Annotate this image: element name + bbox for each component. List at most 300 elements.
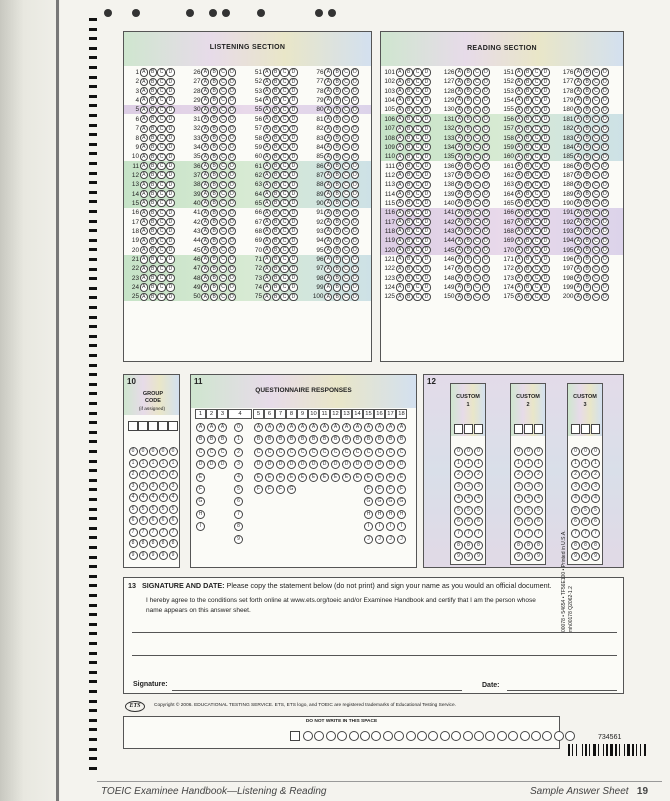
questionnaire-bubble[interactable]: D bbox=[386, 460, 395, 469]
answer-bubble-a[interactable]: A bbox=[396, 96, 404, 104]
answer-bubble-c[interactable]: C bbox=[532, 125, 540, 133]
answer-bubble-c[interactable]: C bbox=[342, 265, 350, 273]
answer-bubble-b[interactable]: B bbox=[272, 96, 280, 104]
custom-digit-bubble[interactable]: 9 bbox=[591, 552, 600, 561]
answer-bubble-a[interactable]: A bbox=[515, 237, 523, 245]
answer-bubble-d[interactable]: D bbox=[351, 143, 359, 151]
answer-bubble-a[interactable]: A bbox=[396, 87, 404, 95]
answer-bubble-a[interactable]: A bbox=[201, 96, 209, 104]
answer-bubble-b[interactable]: B bbox=[583, 115, 591, 123]
answer-bubble-b[interactable]: B bbox=[464, 199, 472, 207]
answer-bubble-d[interactable]: D bbox=[482, 255, 490, 263]
answer-bubble-a[interactable]: A bbox=[201, 218, 209, 226]
digit-bubble-2[interactable]: 2 bbox=[159, 470, 168, 479]
answer-bubble-c[interactable]: C bbox=[413, 246, 421, 254]
answer-bubble-d[interactable]: D bbox=[601, 227, 609, 235]
answer-bubble-b[interactable]: B bbox=[524, 274, 532, 282]
digit-bubble-2[interactable]: 2 bbox=[139, 470, 148, 479]
answer-bubble-d[interactable]: D bbox=[289, 190, 297, 198]
answer-bubble-d[interactable]: D bbox=[289, 125, 297, 133]
answer-bubble-d[interactable]: D bbox=[482, 218, 490, 226]
answer-bubble-b[interactable]: B bbox=[210, 134, 218, 142]
answer-bubble-a[interactable]: A bbox=[324, 68, 332, 76]
answer-bubble-d[interactable]: D bbox=[482, 134, 490, 142]
answer-bubble-b[interactable]: B bbox=[524, 199, 532, 207]
digit-bubble-6[interactable]: 6 bbox=[139, 516, 148, 525]
digit-bubble-1[interactable]: 1 bbox=[159, 459, 168, 468]
custom-digit-bubble[interactable]: 5 bbox=[474, 506, 483, 515]
questionnaire-bubble[interactable]: I bbox=[196, 522, 205, 531]
answer-bubble-d[interactable]: D bbox=[601, 87, 609, 95]
answer-bubble-d[interactable]: D bbox=[351, 68, 359, 76]
answer-bubble-b[interactable]: B bbox=[405, 274, 413, 282]
answer-bubble-b[interactable]: B bbox=[333, 274, 341, 282]
questionnaire-bubble[interactable]: C bbox=[218, 448, 227, 457]
answer-bubble-c[interactable]: C bbox=[219, 199, 227, 207]
custom-digit-bubble[interactable]: 2 bbox=[454, 470, 463, 479]
answer-bubble-a[interactable]: A bbox=[140, 199, 148, 207]
answer-bubble-a[interactable]: A bbox=[455, 265, 463, 273]
answer-bubble-b[interactable]: B bbox=[405, 209, 413, 217]
answer-bubble-d[interactable]: D bbox=[541, 199, 549, 207]
answer-bubble-d[interactable]: D bbox=[422, 134, 430, 142]
answer-bubble-c[interactable]: C bbox=[280, 134, 288, 142]
questionnaire-bubble[interactable]: A bbox=[298, 423, 307, 432]
answer-bubble-c[interactable]: C bbox=[532, 199, 540, 207]
answer-bubble-a[interactable]: A bbox=[263, 199, 271, 207]
answer-bubble-c[interactable]: C bbox=[219, 181, 227, 189]
answer-bubble-b[interactable]: B bbox=[333, 255, 341, 263]
answer-bubble-d[interactable]: D bbox=[422, 255, 430, 263]
questionnaire-bubble[interactable]: 3 bbox=[234, 460, 243, 469]
answer-bubble-a[interactable]: A bbox=[140, 125, 148, 133]
answer-bubble-c[interactable]: C bbox=[219, 153, 227, 161]
digit-bubble-6[interactable]: 6 bbox=[129, 516, 138, 525]
answer-bubble-c[interactable]: C bbox=[219, 190, 227, 198]
answer-bubble-a[interactable]: A bbox=[140, 293, 148, 301]
answer-bubble-a[interactable]: A bbox=[263, 274, 271, 282]
custom-digit-bubble[interactable]: 8 bbox=[514, 541, 523, 550]
answer-bubble-a[interactable]: A bbox=[455, 274, 463, 282]
answer-bubble-d[interactable]: D bbox=[351, 237, 359, 245]
custom-digit-bubble[interactable]: 7 bbox=[591, 529, 600, 538]
questionnaire-bubble[interactable]: B bbox=[265, 435, 274, 444]
questionnaire-bubble[interactable]: A bbox=[397, 423, 406, 432]
custom-digit-bubble[interactable]: 3 bbox=[524, 482, 533, 491]
questionnaire-bubble[interactable]: H bbox=[386, 510, 395, 519]
questionnaire-bubble[interactable]: D bbox=[276, 460, 285, 469]
answer-bubble-c[interactable]: C bbox=[532, 115, 540, 123]
questionnaire-bubble[interactable]: C bbox=[207, 448, 216, 457]
answer-bubble-d[interactable]: D bbox=[482, 293, 490, 301]
custom-digit-bubble[interactable]: 8 bbox=[581, 541, 590, 550]
answer-bubble-c[interactable]: C bbox=[532, 237, 540, 245]
answer-bubble-c[interactable]: C bbox=[342, 181, 350, 189]
answer-bubble-b[interactable]: B bbox=[333, 171, 341, 179]
answer-bubble-c[interactable]: C bbox=[157, 87, 165, 95]
answer-bubble-a[interactable]: A bbox=[574, 115, 582, 123]
answer-bubble-a[interactable]: A bbox=[201, 153, 209, 161]
answer-bubble-d[interactable]: D bbox=[422, 125, 430, 133]
answer-bubble-c[interactable]: C bbox=[342, 255, 350, 263]
answer-bubble-a[interactable]: A bbox=[455, 162, 463, 170]
answer-bubble-b[interactable]: B bbox=[405, 134, 413, 142]
answer-bubble-c[interactable]: C bbox=[413, 209, 421, 217]
answer-bubble-d[interactable]: D bbox=[422, 265, 430, 273]
digit-bubble-9[interactable]: 9 bbox=[139, 551, 148, 560]
answer-bubble-b[interactable]: B bbox=[149, 218, 157, 226]
answer-bubble-d[interactable]: D bbox=[228, 68, 236, 76]
answer-bubble-c[interactable]: C bbox=[473, 134, 481, 142]
answer-bubble-a[interactable]: A bbox=[455, 68, 463, 76]
answer-bubble-b[interactable]: B bbox=[405, 199, 413, 207]
answer-bubble-a[interactable]: A bbox=[263, 125, 271, 133]
custom-digit-bubble[interactable]: 3 bbox=[581, 482, 590, 491]
answer-bubble-a[interactable]: A bbox=[455, 181, 463, 189]
custom-digit-bubble[interactable]: 1 bbox=[534, 459, 543, 468]
answer-bubble-d[interactable]: D bbox=[166, 218, 174, 226]
answer-bubble-b[interactable]: B bbox=[464, 209, 472, 217]
answer-bubble-d[interactable]: D bbox=[601, 143, 609, 151]
digit-bubble-3[interactable]: 3 bbox=[149, 482, 158, 491]
answer-bubble-d[interactable]: D bbox=[289, 255, 297, 263]
answer-bubble-c[interactable]: C bbox=[219, 162, 227, 170]
answer-bubble-a[interactable]: A bbox=[324, 237, 332, 245]
questionnaire-bubble[interactable]: 5 bbox=[234, 485, 243, 494]
custom-digit-bubble[interactable]: 7 bbox=[514, 529, 523, 538]
answer-bubble-a[interactable]: A bbox=[515, 87, 523, 95]
answer-bubble-b[interactable]: B bbox=[405, 96, 413, 104]
digit-bubble-2[interactable]: 2 bbox=[149, 470, 158, 479]
answer-bubble-d[interactable]: D bbox=[166, 190, 174, 198]
answer-bubble-d[interactable]: D bbox=[482, 78, 490, 86]
answer-bubble-b[interactable]: B bbox=[464, 162, 472, 170]
answer-bubble-b[interactable]: B bbox=[149, 87, 157, 95]
answer-bubble-a[interactable]: A bbox=[515, 143, 523, 151]
answer-bubble-c[interactable]: C bbox=[592, 115, 600, 123]
answer-bubble-c[interactable]: C bbox=[219, 293, 227, 301]
custom-digit-bubble[interactable]: 4 bbox=[581, 494, 590, 503]
answer-bubble-c[interactable]: C bbox=[157, 181, 165, 189]
answer-bubble-d[interactable]: D bbox=[289, 293, 297, 301]
answer-bubble-c[interactable]: C bbox=[473, 265, 481, 273]
questionnaire-bubble[interactable]: D bbox=[207, 460, 216, 469]
answer-bubble-a[interactable]: A bbox=[574, 143, 582, 151]
answer-bubble-a[interactable]: A bbox=[396, 78, 404, 86]
custom-digit-bubble[interactable]: 7 bbox=[534, 529, 543, 538]
custom-digit-bubble[interactable]: 2 bbox=[571, 470, 580, 479]
answer-bubble-d[interactable]: D bbox=[422, 78, 430, 86]
answer-bubble-d[interactable]: D bbox=[482, 283, 490, 291]
answer-bubble-c[interactable]: C bbox=[280, 199, 288, 207]
answer-bubble-a[interactable]: A bbox=[140, 181, 148, 189]
custom-entry-box[interactable] bbox=[464, 424, 473, 434]
answer-bubble-b[interactable]: B bbox=[272, 78, 280, 86]
answer-bubble-a[interactable]: A bbox=[574, 246, 582, 254]
answer-bubble-d[interactable]: D bbox=[482, 227, 490, 235]
questionnaire-bubble[interactable]: C bbox=[265, 448, 274, 457]
answer-bubble-c[interactable]: C bbox=[532, 143, 540, 151]
answer-bubble-c[interactable]: C bbox=[280, 171, 288, 179]
answer-bubble-d[interactable]: D bbox=[422, 293, 430, 301]
answer-bubble-b[interactable]: B bbox=[464, 227, 472, 235]
answer-bubble-c[interactable]: C bbox=[157, 134, 165, 142]
digit-bubble-6[interactable]: 6 bbox=[169, 516, 178, 525]
answer-bubble-c[interactable]: C bbox=[280, 162, 288, 170]
answer-bubble-b[interactable]: B bbox=[524, 283, 532, 291]
digit-bubble-2[interactable]: 2 bbox=[129, 470, 138, 479]
questionnaire-bubble[interactable]: A bbox=[254, 423, 263, 432]
questionnaire-bubble[interactable]: A bbox=[353, 423, 362, 432]
answer-bubble-d[interactable]: D bbox=[228, 171, 236, 179]
answer-bubble-c[interactable]: C bbox=[219, 115, 227, 123]
custom-digit-bubble[interactable]: 4 bbox=[474, 494, 483, 503]
answer-bubble-a[interactable]: A bbox=[263, 162, 271, 170]
answer-bubble-a[interactable]: A bbox=[574, 106, 582, 114]
answer-bubble-b[interactable]: B bbox=[272, 237, 280, 245]
answer-bubble-d[interactable]: D bbox=[351, 96, 359, 104]
answer-bubble-b[interactable]: B bbox=[210, 125, 218, 133]
answer-bubble-c[interactable]: C bbox=[413, 78, 421, 86]
answer-bubble-c[interactable]: C bbox=[219, 96, 227, 104]
answer-bubble-d[interactable]: D bbox=[541, 87, 549, 95]
custom-entry-box[interactable] bbox=[514, 424, 523, 434]
answer-bubble-b[interactable]: B bbox=[333, 143, 341, 151]
answer-bubble-d[interactable]: D bbox=[166, 153, 174, 161]
questionnaire-bubble[interactable]: G bbox=[386, 497, 395, 506]
answer-bubble-d[interactable]: D bbox=[422, 199, 430, 207]
custom-digit-bubble[interactable]: 2 bbox=[464, 470, 473, 479]
answer-bubble-c[interactable]: C bbox=[592, 218, 600, 226]
questionnaire-bubble[interactable]: H bbox=[375, 510, 384, 519]
answer-bubble-c[interactable]: C bbox=[473, 199, 481, 207]
answer-bubble-d[interactable]: D bbox=[289, 181, 297, 189]
digit-bubble-3[interactable]: 3 bbox=[129, 482, 138, 491]
answer-bubble-c[interactable]: C bbox=[473, 96, 481, 104]
answer-bubble-d[interactable]: D bbox=[289, 199, 297, 207]
answer-bubble-d[interactable]: D bbox=[228, 125, 236, 133]
custom-digit-bubble[interactable]: 1 bbox=[514, 459, 523, 468]
questionnaire-bubble[interactable]: G bbox=[364, 497, 373, 506]
answer-bubble-a[interactable]: A bbox=[324, 106, 332, 114]
answer-bubble-d[interactable]: D bbox=[351, 87, 359, 95]
questionnaire-bubble[interactable]: A bbox=[331, 423, 340, 432]
questionnaire-bubble[interactable]: E bbox=[320, 473, 329, 482]
answer-bubble-d[interactable]: D bbox=[228, 115, 236, 123]
answer-bubble-a[interactable]: A bbox=[263, 227, 271, 235]
answer-bubble-c[interactable]: C bbox=[157, 209, 165, 217]
digit-bubble-3[interactable]: 3 bbox=[159, 482, 168, 491]
questionnaire-bubble[interactable]: G bbox=[287, 485, 296, 494]
answer-bubble-c[interactable]: C bbox=[219, 134, 227, 142]
custom-digit-bubble[interactable]: 5 bbox=[524, 506, 533, 515]
answer-bubble-b[interactable]: B bbox=[583, 218, 591, 226]
custom-digit-bubble[interactable]: 6 bbox=[524, 517, 533, 526]
answer-bubble-a[interactable]: A bbox=[396, 68, 404, 76]
answer-bubble-b[interactable]: B bbox=[524, 218, 532, 226]
questionnaire-bubble[interactable]: I bbox=[375, 522, 384, 531]
answer-bubble-d[interactable]: D bbox=[289, 162, 297, 170]
answer-bubble-b[interactable]: B bbox=[464, 283, 472, 291]
answer-bubble-a[interactable]: A bbox=[324, 246, 332, 254]
questionnaire-bubble[interactable]: C bbox=[196, 448, 205, 457]
custom-digit-bubble[interactable]: 7 bbox=[464, 529, 473, 538]
digit-bubble-5[interactable]: 5 bbox=[169, 505, 178, 514]
answer-bubble-b[interactable]: B bbox=[333, 246, 341, 254]
answer-bubble-c[interactable]: C bbox=[280, 153, 288, 161]
answer-bubble-c[interactable]: C bbox=[219, 171, 227, 179]
questionnaire-bubble[interactable]: C bbox=[342, 448, 351, 457]
custom-digit-bubble[interactable]: 9 bbox=[474, 552, 483, 561]
answer-bubble-a[interactable]: A bbox=[455, 246, 463, 254]
answer-bubble-d[interactable]: D bbox=[601, 199, 609, 207]
answer-bubble-a[interactable]: A bbox=[324, 143, 332, 151]
answer-bubble-c[interactable]: C bbox=[532, 96, 540, 104]
answer-bubble-c[interactable]: C bbox=[342, 293, 350, 301]
answer-bubble-b[interactable]: B bbox=[210, 209, 218, 217]
answer-bubble-d[interactable]: D bbox=[541, 115, 549, 123]
questionnaire-bubble[interactable]: B bbox=[298, 435, 307, 444]
answer-bubble-c[interactable]: C bbox=[592, 143, 600, 151]
answer-bubble-a[interactable]: A bbox=[140, 134, 148, 142]
questionnaire-bubble[interactable]: E bbox=[309, 473, 318, 482]
answer-bubble-a[interactable]: A bbox=[140, 87, 148, 95]
digit-bubble-9[interactable]: 9 bbox=[129, 551, 138, 560]
answer-bubble-a[interactable]: A bbox=[574, 209, 582, 217]
questionnaire-bubble[interactable]: E bbox=[196, 473, 205, 482]
answer-bubble-a[interactable]: A bbox=[396, 134, 404, 142]
digit-bubble-1[interactable]: 1 bbox=[129, 459, 138, 468]
answer-bubble-d[interactable]: D bbox=[166, 181, 174, 189]
answer-bubble-a[interactable]: A bbox=[263, 78, 271, 86]
answer-bubble-b[interactable]: B bbox=[210, 246, 218, 254]
answer-bubble-b[interactable]: B bbox=[583, 106, 591, 114]
questionnaire-bubble[interactable]: 4 bbox=[234, 473, 243, 482]
answer-bubble-c[interactable]: C bbox=[413, 218, 421, 226]
answer-bubble-c[interactable]: C bbox=[413, 227, 421, 235]
custom-digit-bubble[interactable]: 4 bbox=[464, 494, 473, 503]
answer-bubble-c[interactable]: C bbox=[157, 283, 165, 291]
custom-digit-bubble[interactable]: 3 bbox=[454, 482, 463, 491]
answer-bubble-a[interactable]: A bbox=[515, 78, 523, 86]
answer-bubble-b[interactable]: B bbox=[272, 181, 280, 189]
answer-bubble-a[interactable]: A bbox=[140, 96, 148, 104]
answer-bubble-d[interactable]: D bbox=[351, 181, 359, 189]
questionnaire-bubble[interactable]: 8 bbox=[234, 522, 243, 531]
answer-bubble-d[interactable]: D bbox=[601, 96, 609, 104]
answer-bubble-d[interactable]: D bbox=[541, 265, 549, 273]
answer-bubble-b[interactable]: B bbox=[149, 153, 157, 161]
answer-bubble-b[interactable]: B bbox=[464, 106, 472, 114]
questionnaire-bubble[interactable]: D bbox=[375, 460, 384, 469]
answer-bubble-c[interactable]: C bbox=[532, 274, 540, 282]
custom-entry-box[interactable] bbox=[474, 424, 483, 434]
digit-bubble-3[interactable]: 3 bbox=[139, 482, 148, 491]
answer-bubble-c[interactable]: C bbox=[532, 171, 540, 179]
answer-bubble-a[interactable]: A bbox=[140, 246, 148, 254]
answer-bubble-d[interactable]: D bbox=[228, 209, 236, 217]
answer-bubble-b[interactable]: B bbox=[524, 143, 532, 151]
answer-bubble-a[interactable]: A bbox=[140, 237, 148, 245]
digit-bubble-4[interactable]: 4 bbox=[149, 493, 158, 502]
digit-bubble-1[interactable]: 1 bbox=[149, 459, 158, 468]
answer-bubble-a[interactable]: A bbox=[201, 237, 209, 245]
questionnaire-bubble[interactable]: J bbox=[375, 535, 384, 544]
answer-bubble-c[interactable]: C bbox=[342, 106, 350, 114]
answer-bubble-a[interactable]: A bbox=[455, 96, 463, 104]
answer-bubble-d[interactable]: D bbox=[351, 209, 359, 217]
answer-bubble-c[interactable]: C bbox=[413, 68, 421, 76]
answer-bubble-d[interactable]: D bbox=[541, 78, 549, 86]
answer-bubble-c[interactable]: C bbox=[473, 283, 481, 291]
answer-bubble-d[interactable]: D bbox=[541, 283, 549, 291]
answer-bubble-d[interactable]: D bbox=[166, 293, 174, 301]
answer-bubble-a[interactable]: A bbox=[324, 134, 332, 142]
answer-bubble-d[interactable]: D bbox=[351, 125, 359, 133]
questionnaire-bubble[interactable]: E bbox=[265, 473, 274, 482]
answer-bubble-a[interactable]: A bbox=[324, 199, 332, 207]
answer-bubble-b[interactable]: B bbox=[210, 199, 218, 207]
answer-bubble-b[interactable]: B bbox=[464, 181, 472, 189]
digit-bubble-9[interactable]: 9 bbox=[149, 551, 158, 560]
questionnaire-bubble[interactable]: D bbox=[287, 460, 296, 469]
answer-bubble-c[interactable]: C bbox=[219, 209, 227, 217]
answer-bubble-d[interactable]: D bbox=[166, 199, 174, 207]
questionnaire-bubble[interactable]: D bbox=[196, 460, 205, 469]
digit-bubble-5[interactable]: 5 bbox=[129, 505, 138, 514]
answer-bubble-c[interactable]: C bbox=[280, 78, 288, 86]
answer-bubble-a[interactable]: A bbox=[515, 227, 523, 235]
answer-bubble-a[interactable]: A bbox=[396, 265, 404, 273]
answer-bubble-c[interactable]: C bbox=[219, 237, 227, 245]
answer-bubble-a[interactable]: A bbox=[201, 162, 209, 170]
answer-bubble-b[interactable]: B bbox=[333, 181, 341, 189]
custom-digit-bubble[interactable]: 9 bbox=[514, 552, 523, 561]
digit-bubble-0[interactable]: 0 bbox=[169, 447, 178, 456]
answer-bubble-b[interactable]: B bbox=[405, 87, 413, 95]
answer-bubble-c[interactable]: C bbox=[280, 115, 288, 123]
answer-bubble-a[interactable]: A bbox=[574, 199, 582, 207]
custom-digit-bubble[interactable]: 7 bbox=[571, 529, 580, 538]
answer-bubble-a[interactable]: A bbox=[396, 143, 404, 151]
answer-bubble-c[interactable]: C bbox=[592, 181, 600, 189]
answer-bubble-d[interactable]: D bbox=[289, 283, 297, 291]
answer-bubble-d[interactable]: D bbox=[422, 106, 430, 114]
answer-bubble-b[interactable]: B bbox=[272, 162, 280, 170]
questionnaire-bubble[interactable]: B bbox=[309, 435, 318, 444]
answer-bubble-a[interactable]: A bbox=[455, 237, 463, 245]
answer-bubble-a[interactable]: A bbox=[263, 106, 271, 114]
answer-bubble-c[interactable]: C bbox=[532, 78, 540, 86]
answer-bubble-a[interactable]: A bbox=[324, 265, 332, 273]
answer-bubble-c[interactable]: C bbox=[157, 153, 165, 161]
answer-bubble-c[interactable]: C bbox=[219, 143, 227, 151]
answer-bubble-b[interactable]: B bbox=[583, 96, 591, 104]
answer-bubble-b[interactable]: B bbox=[149, 199, 157, 207]
answer-bubble-d[interactable]: D bbox=[482, 190, 490, 198]
answer-bubble-c[interactable]: C bbox=[473, 162, 481, 170]
answer-bubble-b[interactable]: B bbox=[210, 171, 218, 179]
custom-digit-bubble[interactable]: 2 bbox=[534, 470, 543, 479]
answer-bubble-b[interactable]: B bbox=[272, 171, 280, 179]
answer-bubble-d[interactable]: D bbox=[482, 106, 490, 114]
custom-digit-bubble[interactable]: 9 bbox=[524, 552, 533, 561]
questionnaire-bubble[interactable]: F bbox=[276, 485, 285, 494]
answer-bubble-d[interactable]: D bbox=[166, 209, 174, 217]
answer-bubble-d[interactable]: D bbox=[541, 125, 549, 133]
questionnaire-bubble[interactable]: H bbox=[364, 510, 373, 519]
digit-bubble-9[interactable]: 9 bbox=[169, 551, 178, 560]
